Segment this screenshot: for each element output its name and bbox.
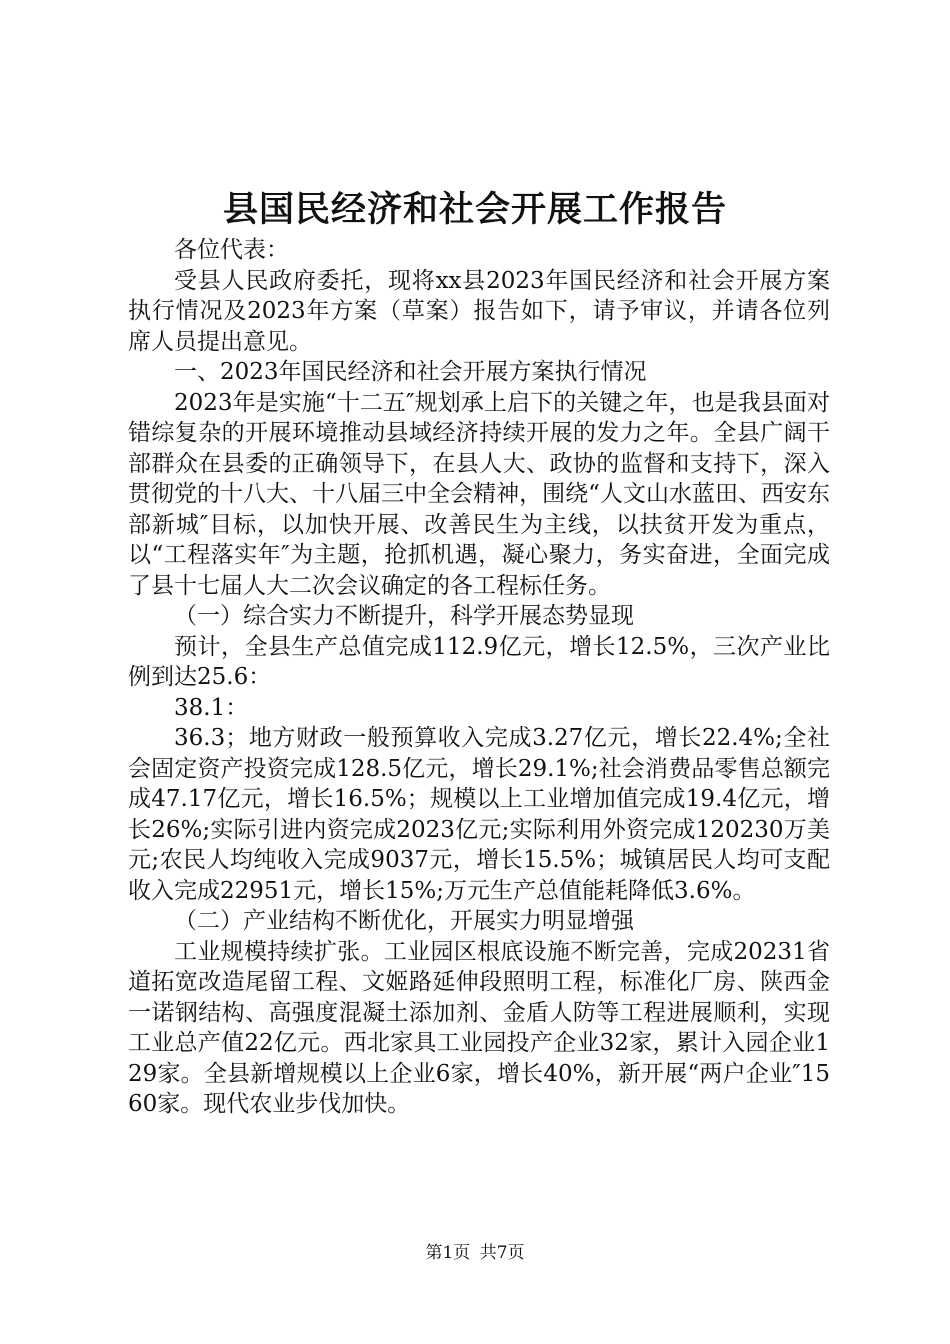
page-footer xyxy=(0,1242,950,1264)
subsection-heading: （一）综合实力不断提升，科学开展态势显现 xyxy=(174,603,634,629)
document-title: 县国民经济和社会开展工作报告 xyxy=(222,189,727,230)
page-total: 共7页 xyxy=(479,1243,525,1263)
stats-paragraph: 预计，全县生产总值完成112.9亿元，增长12.5%，三次产业比例到达25.6： xyxy=(128,633,830,690)
subsection-heading: （二）产业结构不断优化，开展实力明显增强 xyxy=(174,908,634,934)
section-heading: 一、2023年国民经济和社会开展方案执行情况 xyxy=(174,359,647,385)
indicators-paragraph: 36.3；地方财政一般预算收入完成3.27亿元，增长22.4%;全社会固定资产投资完成128.5亿元，增长29.1%;社会消费品零售总额完成47.17亿元，增长16.5%；规模以上工业增加值完成19.4亿元，增长26%;实际引进内资完成2023亿元;实际利用外资完成120230万美元;农民人均纯收入完成9037元，增长15.5%；城镇居民人均可支配收入完成22951元，增长15%;万元生产总值能耗降低3.6%。 xyxy=(128,725,830,904)
industry-paragraph: 工业规模持续扩张。工业园区根底设施不断完善，完成20231省道拓宽改造尾留工程、文姬路延伸段照明工程，标准化厂房、陕西金一诺钢结构、高强度混凝土添加剂、金盾人防等工程进展顺利，实现工业总产值22亿元。西北家具工业园投产企业32家，累计入园企业129家。全县新增规模以上企业6家，增长40%，新开展“两户企业″1560家。现代农业步伐加快。 xyxy=(128,938,830,1117)
overview-paragraph: 2023年是实施“十二五″规划承上启下的关键之年，也是我县面对错综复杂的开展环境推动县域经济持续开展的发力之年。全县广阔干部群众在县委的正确领导下，在县人大、政协的监督和支持下，深入贯彻党的十八大、十八届三中全会精神，围绕“人文山水蓝田、西安东部新城″目标，以加快开展、改善民生为主线，以扶贫开发为重点，以“工程落实年″为主题，抢抓机遇，凝心聚力，务实奋进，全面完成了县十七届人大二次会议确定的各工程标任务。 xyxy=(128,389,830,599)
ratio-line: 38.1： xyxy=(174,694,249,721)
document-body xyxy=(128,235,830,1120)
salutation: 各位代表： xyxy=(174,237,289,263)
page-number: 第1页 xyxy=(425,1243,471,1263)
intro-paragraph: 受县人民政府委托，现将xx县2023年国民经济和社会开展方案执行情况及2023年方案（草案）报告如下，请予审议，并请各位列席人员提出意见。 xyxy=(128,267,830,355)
